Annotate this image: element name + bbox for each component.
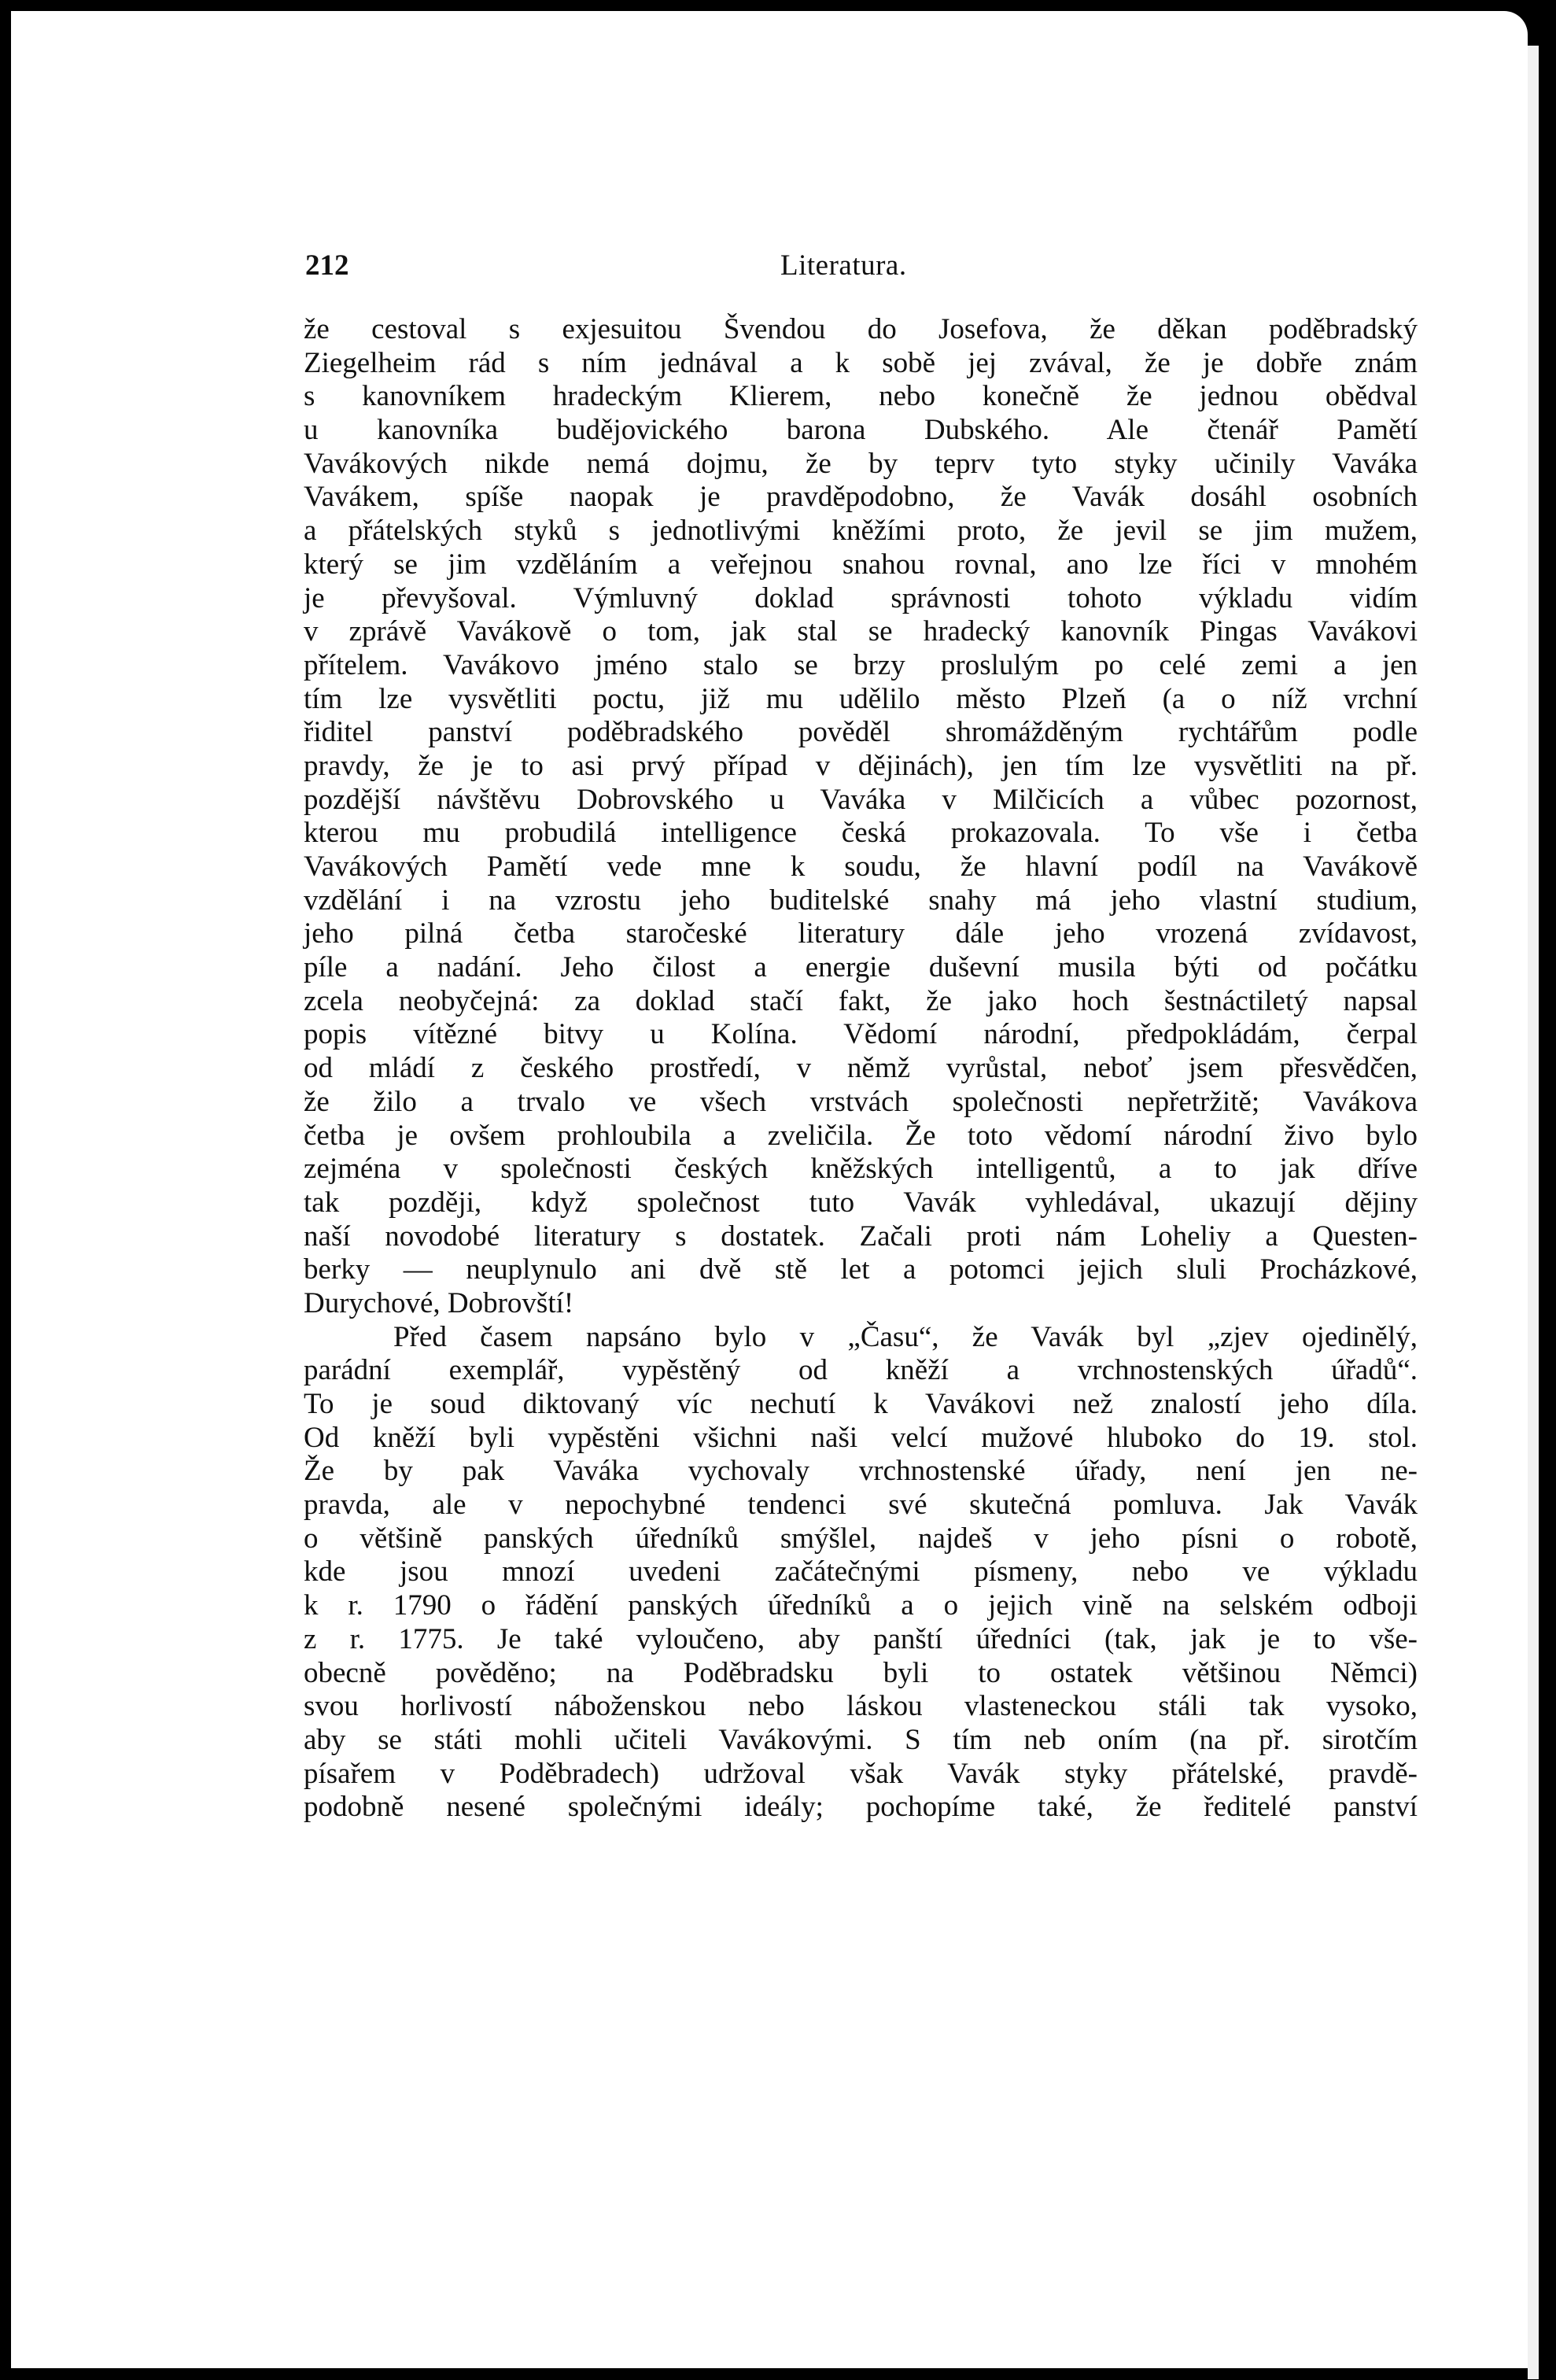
text-line: Durychové, Dobrovští!: [304, 1286, 574, 1319]
text-line: Že by pak Vaváka vychovaly vrchnostenské úřady, není jen ne-: [304, 1455, 1418, 1488]
text-line: zejména v společnosti českých kněžských intelligentů, a to jak dříve: [304, 1153, 1418, 1186]
text-line: parádní exemplář, vypěstěný od kněží a vrchnostenských úřadů“.: [304, 1354, 1418, 1387]
text-line: kde jsou mnozí uvedeni začátečnými písmeny, nebo ve výkladu: [304, 1555, 1418, 1589]
running-title: Literatura.: [780, 249, 907, 282]
text-line: že cestoval s exjesuitou Švendou do Josefova, že děkan poděbradský: [304, 313, 1418, 345]
text-line: vzdělání i na vzrostu jeho buditelské snahy má jeho vlastní studium,: [304, 884, 1418, 917]
text-line: řiditel panství poděbradského pověděl shromážděným rychtářům podle: [304, 716, 1418, 749]
text-line: že žilo a trvalo ve všech vrstvách společnosti nepřetržitě; Vavákova: [304, 1085, 1418, 1118]
text-line: pravda, ale v nepochybné tendenci své skutečná pomluva. Jak Vavák: [304, 1489, 1418, 1522]
body-text: [304, 313, 1418, 1825]
text-line: od mládí z českého prostředí, v němž vyrůstal, neboť jsem přesvědčen,: [304, 1052, 1418, 1085]
text-line: aby se státi mohli učiteli Vavákovými. S tím neb oním (na př. sirotčím: [304, 1723, 1418, 1756]
text-line: Vavákových nikde nemá dojmu, že by teprv tyto styky učinily Vaváka: [304, 447, 1418, 480]
text-line: podobně nesené společnými ideály; pochopíme také, že ředitelé panství: [304, 1791, 1418, 1824]
text-line: Vavákových Pamětí vede mne k soudu, že hlavní podíl na Vavákově: [304, 851, 1418, 883]
text-line: Od kněží byli vypěstěni všichni naši velcí mužové hluboko do 19. stol.: [304, 1421, 1418, 1454]
text-line: u kanovníka budějovického barona Dubského. Ale čtenář Pamětí: [304, 414, 1418, 447]
text-line: zcela neobyčejná: za doklad stačí fakt, že jako hoch šestnáctiletý napsal: [304, 984, 1418, 1017]
text-line: naší novodobé literatury s dostatek. Začali proti nám Loheliy a Questen-: [304, 1220, 1418, 1253]
text-line: přítelem. Vavákovo jméno stalo se brzy proslulým po celé zemi a jen: [304, 648, 1418, 681]
text-line: píle a nadání. Jeho čilost a energie duševní musila býti od počátku: [304, 951, 1418, 984]
page-edge-strip: [1528, 46, 1539, 2379]
text-line: kterou mu probudilá intelligence česká prokazovala. To vše i četba: [304, 817, 1418, 850]
text-line: berky — neuplynulo ani dvě stě let a potomci jejich sluli Procházkové,: [304, 1253, 1418, 1286]
page-header: [305, 249, 1422, 285]
text-line: a přátelských styků s jednotlivými kněžími proto, že jevil se jim mužem,: [304, 515, 1418, 548]
page-number: 212: [305, 249, 349, 282]
text-line: z r. 1775. Je také vyloučeno, aby panští úředníci (tak, jak je to vše-: [304, 1622, 1418, 1655]
text-line: písařem v Poděbradech) udržoval však Vavák styky přátelské, pravdě-: [304, 1757, 1418, 1790]
text-line: v zprávě Vavákově o tom, jak stal se hradecký kanovník Pingas Vavákovi: [304, 615, 1418, 648]
text-line: je převyšoval. Výmluvný doklad správnosti tohoto výkladu vidím: [304, 581, 1418, 614]
text-line: To je soud diktovaný víc nechutí k Vavákovi než znalostí jeho díla.: [304, 1388, 1418, 1420]
text-line: který se jim vzděláním a veřejnou snahou rovnal, ano lze říci v mnohém: [304, 548, 1418, 581]
text-line: k r. 1790 o řádění panských úředníků a o jejich vině na selském odboji: [304, 1589, 1418, 1622]
text-line: popis vítězné bitvy u Kolína. Vědomí národní, předpokládám, čerpal: [304, 1018, 1418, 1051]
text-line: četba je ovšem prohloubila a zveličila. Že toto vědomí národní živo bylo: [304, 1119, 1418, 1152]
text-line: svou horlivostí náboženskou nebo láskou vlasteneckou stáli tak vysoko,: [304, 1690, 1418, 1723]
text-line: pozdější návštěvu Dobrovského u Vaváka v Milčicích a vůbec pozornost,: [304, 783, 1418, 816]
text-line: jeho pilná četba staročeské literatury dále jeho vrozená zvídavost,: [304, 917, 1418, 950]
text-line: Ziegelheim rád s ním jednával a k sobě jej zvával, že je dobře znám: [304, 346, 1418, 379]
text-line: Vavákem, spíše naopak je pravděpodobno, že Vavák dosáhl osobních: [304, 481, 1418, 514]
text-line: tím lze vysvětliti poctu, již mu udělilo město Plzeň (a o níž vrchní: [304, 682, 1418, 715]
text-line: obecně pověděno; na Poděbradsku byli to ostatek většinou Němci): [304, 1656, 1418, 1689]
text-line: pravdy, že je to asi prvý případ v dějinách), jen tím lze vysvětliti na př.: [304, 749, 1418, 782]
text-line: s kanovníkem hradeckým Klierem, nebo konečně že jednou obědval: [304, 380, 1418, 413]
text-line: Před časem napsáno bylo v „Času“, že Vavák byl „zjev ojedinělý,: [393, 1320, 1418, 1353]
text-line: tak později, když společnost tuto Vavák vyhledával, ukazují dějiny: [304, 1186, 1418, 1219]
text-line: o většině panských úředníků smýšlel, najdeš v jeho písni o robotě,: [304, 1522, 1418, 1555]
